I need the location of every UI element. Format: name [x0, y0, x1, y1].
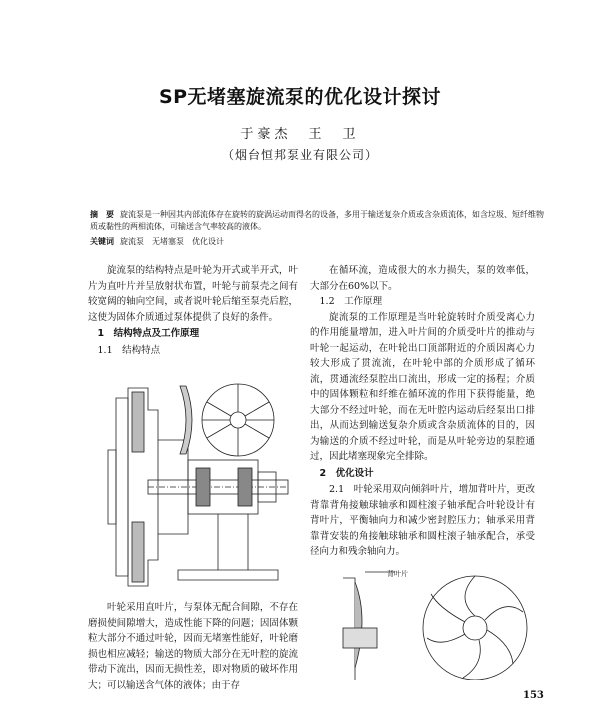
abstract-label: 摘 要 — [90, 210, 114, 219]
intro-paragraph: 旋流泵的结构特点是叶轮为开式或半开式，叶片为直叶片并呈放射状布置，叶轮与前泵壳之间有较宽阔的轴向空间，或者说叶轮后缩至泵壳后腔，这使为固体介质通过泵体提供了良好的条件。 — [88, 265, 298, 323]
paper-title: SP无堵塞旋流泵的优化设计探讨 — [158, 86, 442, 108]
flow-loss-paragraph: 在循环流，造成很大的水力损失，泵的效率低，大部分在60%以下。 — [310, 265, 535, 292]
section-1-heading: 1 结构特点及工作原理 — [97, 328, 200, 339]
pump-structure-figure — [88, 380, 298, 594]
left-column-bottom — [88, 600, 298, 693]
authors: 于豪杰 王 卫 — [240, 127, 360, 142]
keywords-text: 旋流泵 无堵塞泵 优化设计 — [120, 237, 224, 246]
section-1-1-heading: 1.1 结构特点 — [97, 344, 161, 356]
keywords-label: 关键词 — [90, 237, 114, 246]
back-vane-label: 背叶片 — [387, 570, 408, 578]
impeller-paragraph: 叶轮采用直叶片，与泵体无配合间隙，不存在磨损使间隙增大，造成性能下降的问题；因固体颗粒大部分不通过叶轮，因而无堵塞性能好，叶轮磨损也相应减轻；输送的物质大部分在无叶腔的旋流带动下流出，因而无损性差，即对物质的破坏作用大；可以输送含气体的液体；由于存 — [88, 602, 298, 691]
keywords — [90, 236, 224, 247]
section-1-2-heading: 1.2 工作原理 — [319, 296, 383, 307]
affiliation: （烟台恒邦泵业有限公司） — [221, 148, 378, 162]
optimization-paragraph: 2.1 叶轮采用双向倾斜叶片，增加背叶片，更改背靠背角接触球轴承和圆柱滚子轴承配合叶轮设计有背叶片，平衡轴向力和减少密封腔压力；轴承采用背靠背安装的角接触球轴承和圆柱滚子轴承配合，承受径向力和残余轴向力。 — [310, 484, 535, 557]
optimized-impeller-figure — [335, 568, 530, 680]
principle-paragraph: 旋流泵的工作原理是当叶轮旋转时介质受离心力的作用能量增加，进入叶片间的介质受叶片的推动与叶轮一起运动，在叶轮出口顶部附近的介质因离心力较大形成了贯流流，在叶轮中部的介质形成了循环流，贯通流经泵腔出口流出，形成一定的扬程；介质中的固体颗粒和纤维在循环流的作用下获得能量，绝大部分不经过叶轮，而在无叶腔内运动后经泵出口排出，从而达到输送复杂介质或含杂质流体的目的，因为输送的介质不经过叶轮，而是从叶轮旁边的泵腔通过，因此堵塞现象完全排除。 — [310, 311, 535, 462]
page-number: 153 — [523, 690, 544, 701]
abstract-text: 旋流泵是一种因其内部流体存在旋转的旋涡运动而得名的设备，多用于输送复杂介质或含杂质流体，如含垃圾、短纤维物质或黏性的两相流体，可输送含气率较高的液体。 — [90, 210, 544, 231]
left-column-top — [88, 263, 298, 358]
right-column — [310, 263, 535, 560]
section-2-heading: 2 优化设计 — [319, 467, 374, 479]
abstract — [90, 209, 550, 233]
